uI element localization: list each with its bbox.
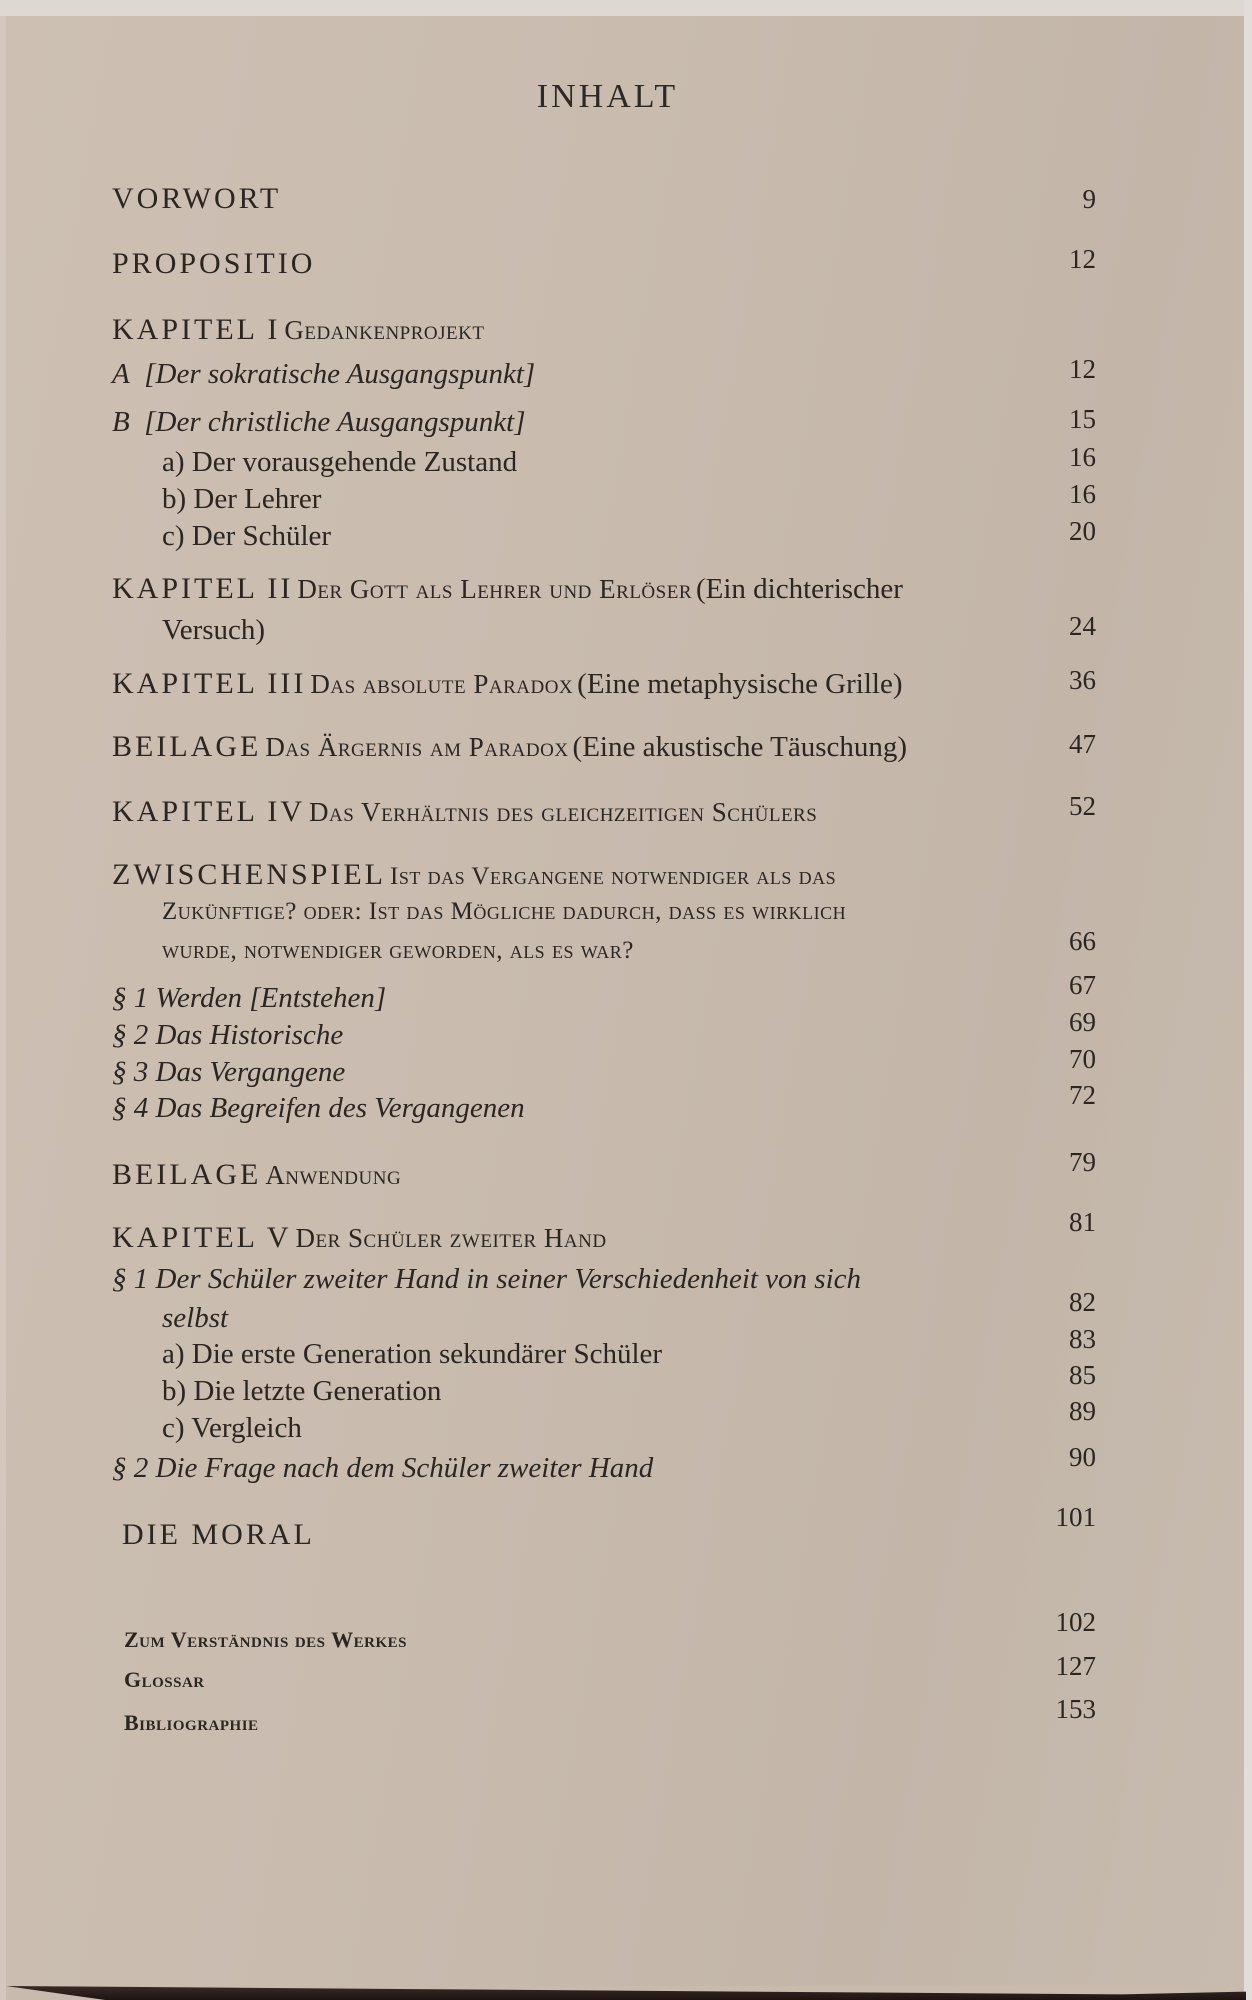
toc-entry-kapitel-3	[112, 667, 903, 701]
chapter-prefix: KAPITEL I	[112, 313, 281, 346]
toc-entry-bibliographie: Bibliographie	[124, 1710, 259, 1735]
toc-page-section-b: 15	[1069, 404, 1096, 434]
section-label: [Der christliche Ausgangspunkt]	[144, 406, 526, 438]
section-marker: A	[112, 358, 130, 390]
chapter-prefix: KAPITEL II	[112, 572, 294, 605]
interlude-title-line-1: Ist das Vergangene notwendiger als das	[390, 863, 837, 890]
toc-entry-propositio: PROPOSITIO	[112, 247, 316, 280]
appendix-subtitle: (Eine akustische Täuschung)	[572, 731, 908, 763]
interlude-title-line-3: wurde, notwendiger geworden, als es war?	[162, 937, 634, 964]
toc-page-moral: 101	[1055, 1502, 1096, 1532]
toc-entry-verstaendnis: Zum Verständnis des Werkes	[124, 1627, 407, 1652]
toc-page: 85	[1069, 1360, 1096, 1390]
toc-page-kapitel-4: 52	[1069, 791, 1096, 821]
page-right-edge	[1244, 0, 1252, 2000]
toc-entry-subsection: a) Der vorausgehende Zustand	[162, 446, 518, 478]
toc-entry-glossar: Glossar	[124, 1667, 205, 1692]
chapter-title: Gedankenprojekt	[284, 315, 485, 345]
background-top-strip	[0, 0, 1252, 16]
chapter-subtitle: (Eine metaphysische Grille)	[577, 668, 903, 700]
toc-entry-paragraph: § 4 Das Begreifen des Vergangenen	[112, 1092, 525, 1124]
toc-page: 82	[1069, 1287, 1096, 1317]
chapter-title: Der Schüler zweiter Hand	[295, 1223, 607, 1253]
chapter-title: Der Gott als Lehrer und Erlöser	[297, 574, 692, 604]
toc-page: 70	[1069, 1044, 1096, 1074]
section-marker: B	[112, 406, 130, 438]
chapter-title: Das Verhältnis des gleichzeitigen Schülers	[309, 797, 818, 827]
toc-entry-section-b	[112, 406, 526, 439]
toc-page-vorwort: 9	[1082, 184, 1096, 214]
toc-entry-kapitel-5	[112, 1221, 607, 1255]
toc-page: 72	[1069, 1080, 1096, 1110]
toc-page-kapitel-2: 24	[1069, 611, 1096, 641]
toc-entry-beilage-1	[112, 730, 907, 764]
toc-page: 16	[1069, 442, 1096, 472]
toc-entry-paragraph: § 3 Das Vergangene	[112, 1056, 346, 1088]
bottom-shadow	[6, 1986, 1246, 2000]
toc-entry-paragraph: § 2 Die Frage nach dem Schüler zweiter Hand	[112, 1452, 654, 1484]
toc-page: 20	[1069, 516, 1096, 546]
interlude-prefix: ZWISCHENSPIEL	[112, 858, 386, 891]
chapter-subtitle-continued: Versuch)	[162, 614, 266, 646]
toc-entry-subsection: b) Der Lehrer	[162, 483, 322, 515]
toc-entry-subsection: c) Vergleich	[162, 1412, 302, 1444]
toc-page-beilage-2: 79	[1069, 1147, 1096, 1177]
toc-page: 83	[1069, 1324, 1096, 1354]
toc-entry-subsection: b) Die letzte Generation	[162, 1375, 442, 1407]
toc-entry-moral: DIE MORAL	[122, 1518, 315, 1551]
toc-entry-paragraph: § 1 Werden [Entstehen]	[112, 982, 387, 1014]
toc-entry-zwischenspiel	[112, 858, 836, 892]
toc-page: 67	[1069, 970, 1096, 1000]
toc-page-bibliographie: 153	[1055, 1694, 1096, 1724]
toc-page-kapitel-3: 36	[1069, 665, 1096, 695]
toc-page: 89	[1069, 1396, 1096, 1426]
toc-entry-paragraph-continued: selbst	[162, 1302, 229, 1334]
toc-entry-paragraph: § 1 Der Schüler zweiter Hand in seiner Verschiedenheit von sich	[112, 1263, 862, 1295]
toc-entry-subsection: a) Die erste Generation sekundärer Schüler	[162, 1338, 663, 1370]
chapter-prefix: KAPITEL V	[112, 1221, 292, 1254]
chapter-title: Das absolute Paradox	[310, 669, 574, 699]
toc-page-glossar: 127	[1055, 1651, 1096, 1681]
toc-page-kapitel-5: 81	[1069, 1207, 1096, 1237]
toc-entry-vorwort: VORWORT	[112, 182, 282, 215]
toc-page-zwischenspiel: 66	[1069, 926, 1096, 956]
appendix-title: Das Ärgernis am Paradox	[265, 732, 569, 762]
page-title: INHALT	[536, 78, 679, 115]
toc-page-section-a: 12	[1069, 354, 1096, 384]
chapter-prefix: KAPITEL III	[112, 667, 307, 700]
toc-entry-beilage-2	[112, 1158, 401, 1192]
appendix-prefix: BEILAGE	[112, 730, 262, 763]
toc-entry-kapitel-4	[112, 795, 817, 829]
toc-entry-subsection: c) Der Schüler	[162, 520, 332, 552]
toc-page: 16	[1069, 479, 1096, 509]
toc-page: 90	[1069, 1442, 1096, 1472]
toc-page: 69	[1069, 1007, 1096, 1037]
appendix-prefix: BEILAGE	[112, 1158, 262, 1191]
chapter-subtitle: (Ein dichterischer	[696, 573, 903, 605]
toc-page-verstaendnis: 102	[1055, 1607, 1096, 1637]
interlude-title-line-2: Zukünftige? oder: Ist das Mögliche dadurch, dass es wirklich	[162, 898, 847, 925]
appendix-title: Anwendung	[265, 1160, 402, 1190]
toc-entry-section-a	[112, 358, 535, 391]
section-label: [Der sokratische Ausgangspunkt]	[144, 358, 536, 390]
toc-entry-paragraph: § 2 Das Historische	[112, 1019, 344, 1051]
toc-entry-kapitel-1	[112, 313, 484, 347]
toc-entry-kapitel-2	[112, 572, 903, 606]
toc-page-propositio: 12	[1069, 244, 1096, 274]
chapter-prefix: KAPITEL IV	[112, 795, 306, 828]
toc-page-beilage-1: 47	[1069, 729, 1096, 759]
